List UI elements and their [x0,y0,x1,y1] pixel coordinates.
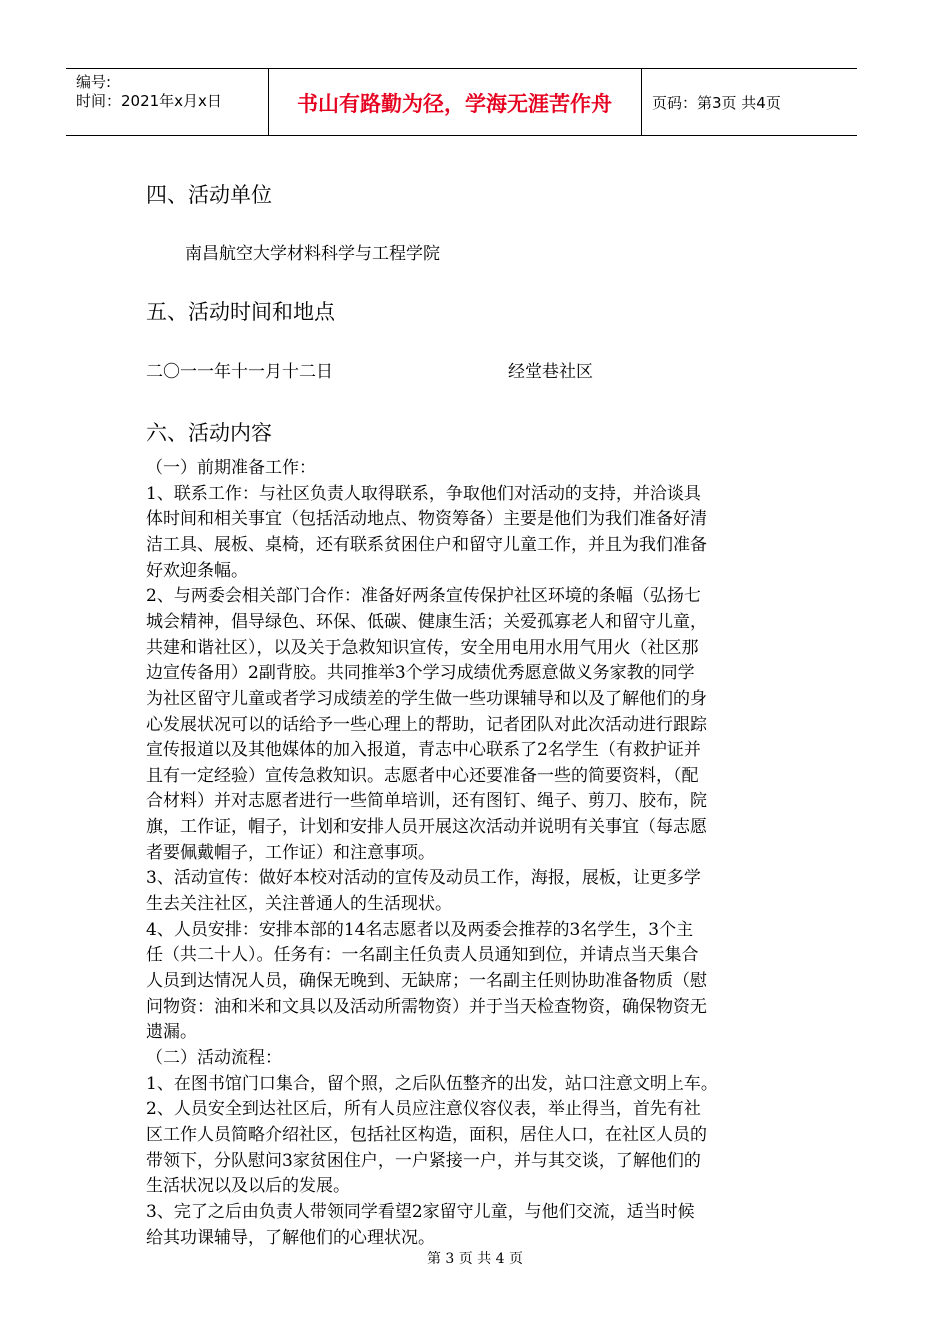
body-line: 者要佩戴帽子，工作证）和注意事项。 [146,843,435,863]
body-line: 合材料）并对志愿者进行一些简单培训，还有图钉、绳子、剪刀、胶布，院 [146,791,707,811]
body-line: 3、活动宣传：做好本校对活动的宣传及动员工作，海报，展板，让更多学 [146,868,701,888]
section-5-place: 经堂巷社区 [508,362,593,382]
header-page-label: 页码：第3页 共4页 [652,94,781,112]
header-top-rule [66,68,857,69]
body-line: 3、完了之后由负责人带领同学看望2家留守儿童，与他们交流，适当时候 [146,1202,695,1222]
body-line: 为社区留守儿童或者学习成绩差的学生做一些功课辅导和以及了解他们的身 [146,689,707,709]
body-line: 给其功课辅导，了解他们的心理状况。 [146,1228,435,1248]
header-divider-right [641,68,642,135]
header-number-label: 编号: [76,73,112,91]
body-line: 体时间和相关事宜（包括活动地点、物资筹备）主要是他们为我们准备好清 [146,509,707,529]
section-4-body: 南昌航空大学材料科学与工程学院 [185,244,440,264]
body-line: （一）前期准备工作： [146,458,316,478]
header-time-label: 时间：2021年x月x日 [76,92,222,110]
body-line: 遗漏。 [146,1022,197,1042]
body-line: 边宣传备用）2副背胶。共同推举3个学习成绩优秀愿意做义务家教的同学 [146,663,695,683]
body-line: 好欢迎条幅。 [146,561,248,581]
section-5-heading: 五、活动时间和地点 [146,300,335,324]
body-line: 且有一定经验）宣传急救知识。志愿者中心还要准备一些的简要资料，（配 [146,766,699,786]
body-line: 问物资：油和米和文具以及活动所需物资）并于当天检查物资，确保物资无 [146,997,707,1017]
body-line: 2、与两委会相关部门合作：准备好两条宣传保护社区环境的条幅（弘扬七 [146,586,701,606]
body-line: 生去关注社区，关注普通人的生活现状。 [146,894,452,914]
header-bottom-rule [66,135,857,136]
body-line: 1、在图书馆门口集合，留个照，之后队伍整齐的出发，站口注意文明上车。 [146,1074,718,1094]
body-line: 4、人员安排：安排本部的14名志愿者以及两委会推荐的3名学生，3个主 [146,920,694,940]
body-line: （二）活动流程： [146,1048,282,1068]
body-line: 心发展状况可以的话给予一些心理上的帮助，记者团队对此次活动进行跟踪 [146,715,707,735]
body-line: 1、联系工作：与社区负责人取得联系，争取他们对活动的支持，并洽谈具 [146,484,701,504]
body-line: 洁工具、展板、桌椅，还有联系贫困住户和留守儿童工作，并且为我们准备 [146,535,707,555]
page-footer: 第 3 页 共 4 页 [426,1251,524,1267]
section-6-heading: 六、活动内容 [146,421,272,445]
body-line: 带领下，分队慰问3家贫困住户，一户紧接一户，并与其交谈，了解他们的 [146,1151,701,1171]
section-5-date: 二〇一一年十一月十二日 [146,362,333,382]
body-line: 任（共二十人）。任务有：一名副主任负责人员通知到位，并请点当天集合 [146,945,699,965]
body-line: 人员到达情况人员，确保无晚到、无缺席；一名副主任则协助准备物质（慰 [146,971,707,991]
body-line: 区工作人员简略介绍社区，包括社区构造，面积，居住人口，在社区人员的 [146,1125,707,1145]
body-line: 生活状况以及以后的发展。 [146,1176,350,1196]
header-motto: 书山有路勤为径，学海无涯苦作舟 [297,92,612,116]
body-line: 城会精神，倡导绿色、环保、低碳、健康生活；关爱孤寡老人和留守儿童， [146,612,707,632]
section-4-heading: 四、活动单位 [146,183,272,207]
body-line: 共建和谐社区），以及关于急救知识宣传，安全用电用水用气用火（社区那 [146,638,699,658]
body-line: 旗，工作证，帽子，计划和安排人员开展这次活动并说明有关事宜（每志愿 [146,817,707,837]
body-line: 2、人员安全到达社区后，所有人员应注意仪容仪表，举止得当，首先有社 [146,1099,701,1119]
body-line: 宣传报道以及其他媒体的加入报道，青志中心联系了2名学生（有救护证并 [146,740,701,760]
